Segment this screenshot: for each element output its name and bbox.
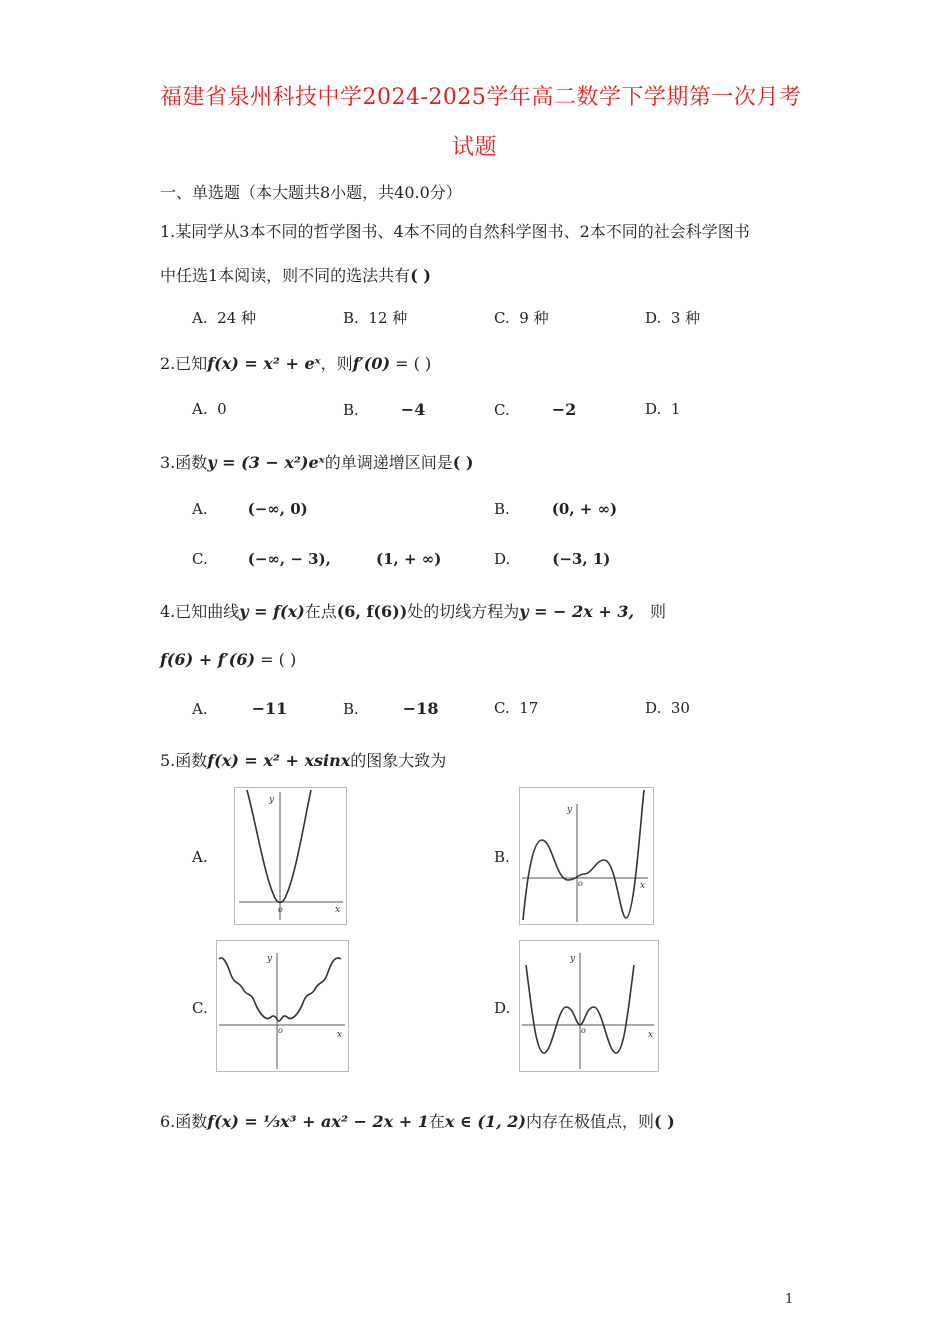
q2-function: f(x) = x² + eˣ xyxy=(207,354,321,373)
q3-stem xyxy=(160,450,473,473)
origin-label: o xyxy=(578,879,583,888)
x-axis-label: x xyxy=(335,905,341,915)
q4-curve: y = f(x) xyxy=(239,602,305,621)
q2-derivative: f′(0) xyxy=(352,354,391,373)
q4-tail: 则 xyxy=(650,602,667,621)
option-text: 17 xyxy=(519,699,539,717)
option-label: B. xyxy=(343,700,359,718)
q3-prefix: 3.函数 xyxy=(160,453,208,472)
option-text: (−3, 1) xyxy=(552,550,611,568)
option-text: −2 xyxy=(551,400,577,419)
q4-option-b xyxy=(343,699,438,718)
q2-option-a xyxy=(192,400,227,418)
q1-option-b xyxy=(343,307,407,328)
q5-option-b-label: B. xyxy=(494,848,510,866)
option-label: A. xyxy=(192,400,208,418)
q3-option-a xyxy=(192,500,308,518)
q6-function: f(x) = ⅓x³ + ax² − 2x + 1 xyxy=(207,1112,429,1131)
x-axis-label: x xyxy=(648,1030,654,1040)
option-text: 9 种 xyxy=(519,309,549,327)
q2-prefix: 2.已知 xyxy=(160,354,208,373)
q3-option-d xyxy=(494,550,610,568)
q6-interval: x ∈ (1, 2) xyxy=(444,1112,526,1131)
y-axis-label: y xyxy=(267,954,273,964)
q4-answer-paren: = ( ) xyxy=(260,650,297,669)
option-text: (−∞, 0) xyxy=(247,500,308,518)
q5-prefix: 5.函数 xyxy=(160,751,208,770)
y-axis-label: y xyxy=(269,795,275,805)
option-label: C. xyxy=(494,309,510,327)
q2-option-d xyxy=(645,400,680,418)
q5-suffix: 的图象大致为 xyxy=(350,751,447,770)
option-text: −4 xyxy=(400,400,426,419)
q5-option-d-label: D. xyxy=(494,999,511,1017)
q6-suffix: 内存在极值点，则 xyxy=(525,1112,654,1131)
option-text: −18 xyxy=(402,699,439,718)
q3-option-c xyxy=(192,550,331,568)
q1-option-d xyxy=(645,307,700,328)
option-label: A. xyxy=(192,700,208,718)
x-axis-label: x xyxy=(640,881,646,891)
option-label: D. xyxy=(645,699,662,717)
option-text: 24 种 xyxy=(217,309,257,327)
option-text: (0, + ∞) xyxy=(551,500,618,518)
q3-answer-paren: ( ) xyxy=(452,453,474,472)
q1-stem-text: 中任选1本阅读，则不同的选法共有 xyxy=(160,266,411,285)
option-text: 3 种 xyxy=(670,309,701,327)
q2-option-b xyxy=(343,400,425,419)
q6-answer-paren: ( ) xyxy=(653,1112,675,1131)
q6-stem xyxy=(160,1109,675,1132)
q1-answer-paren: ( ) xyxy=(410,266,431,285)
option-text: 30 xyxy=(670,699,690,717)
q4-expression: f(6) + f′(6) xyxy=(160,650,256,669)
option-label: D. xyxy=(645,400,662,418)
section-heading: 一、单选题（本大题共8小题，共40.0分） xyxy=(160,183,462,202)
option-label: C. xyxy=(494,401,510,419)
q4-mid2: 处的切线方程为 xyxy=(407,602,520,621)
title-line-2: 试题 xyxy=(452,135,498,160)
q1-option-c xyxy=(494,307,549,328)
q2-mid: ，则 xyxy=(320,354,353,373)
q4-option-c xyxy=(494,699,538,717)
q2-answer-paren: = ( ) xyxy=(395,354,432,373)
q4-tangent: y = − 2x + 3, xyxy=(519,602,635,621)
title-line-1: 福建省泉州科技中学2024-2025学年高二数学下学期第一次月考 xyxy=(160,85,802,110)
q1-stem-line-2 xyxy=(160,263,431,286)
option-label: C. xyxy=(192,550,208,568)
q5-graph-b xyxy=(519,787,654,925)
q4-option-d xyxy=(645,699,690,717)
page-number: 1 xyxy=(785,1292,794,1307)
q4-stem-line-2 xyxy=(160,650,296,669)
option-label: B. xyxy=(343,401,359,419)
option-text: (−∞, − 3), xyxy=(247,550,331,568)
q5-graph-d xyxy=(519,940,659,1072)
q6-mid: 在 xyxy=(428,1112,445,1131)
y-axis-label: y xyxy=(570,954,576,964)
x-axis-label: x xyxy=(337,1030,343,1040)
q5-graph-a xyxy=(234,787,347,925)
q5-stem xyxy=(160,748,446,771)
y-axis-label: y xyxy=(567,805,573,815)
option-label: B. xyxy=(343,309,359,327)
q5-graph-c xyxy=(216,940,349,1072)
q2-option-c xyxy=(494,400,576,419)
option-label: B. xyxy=(494,500,510,518)
q5-option-c-label: C. xyxy=(192,999,208,1017)
q5-function: f(x) = x² + xsinx xyxy=(207,751,351,770)
q3-suffix: 的单调递增区间是 xyxy=(324,453,453,472)
q4-mid1: 在点 xyxy=(304,602,337,621)
option-text: −11 xyxy=(251,699,288,718)
origin-label: o xyxy=(278,1026,283,1035)
q5-option-a-label: A. xyxy=(192,848,208,866)
q6-prefix: 6.函数 xyxy=(160,1112,208,1131)
q4-option-a xyxy=(192,699,287,718)
q1-stem-line-1: 1.某同学从3本不同的哲学图书、4本不同的自然科学图书、2本不同的社会科学图书 xyxy=(160,222,750,241)
origin-label: o xyxy=(581,1026,586,1035)
q4-prefix: 4.已知曲线 xyxy=(160,602,240,621)
option-text: 12 种 xyxy=(368,309,408,327)
q4-stem-line-1 xyxy=(160,599,634,622)
option-label: A. xyxy=(192,500,208,518)
q4-point: (6, f(6)) xyxy=(336,602,408,621)
option-text: 0 xyxy=(217,400,227,418)
q1-option-a xyxy=(192,307,256,328)
q3-option-c-second-interval: (1, + ∞) xyxy=(376,550,442,568)
option-label: C. xyxy=(494,699,510,717)
option-label: A. xyxy=(192,309,208,327)
origin-label: o xyxy=(278,905,283,914)
option-label: D. xyxy=(645,309,662,327)
option-text: 1 xyxy=(670,400,681,418)
q2-stem xyxy=(160,351,431,374)
q3-option-b xyxy=(494,500,617,518)
option-label: D. xyxy=(494,550,511,568)
q3-function: y = (3 − x²)eˣ xyxy=(207,453,325,472)
